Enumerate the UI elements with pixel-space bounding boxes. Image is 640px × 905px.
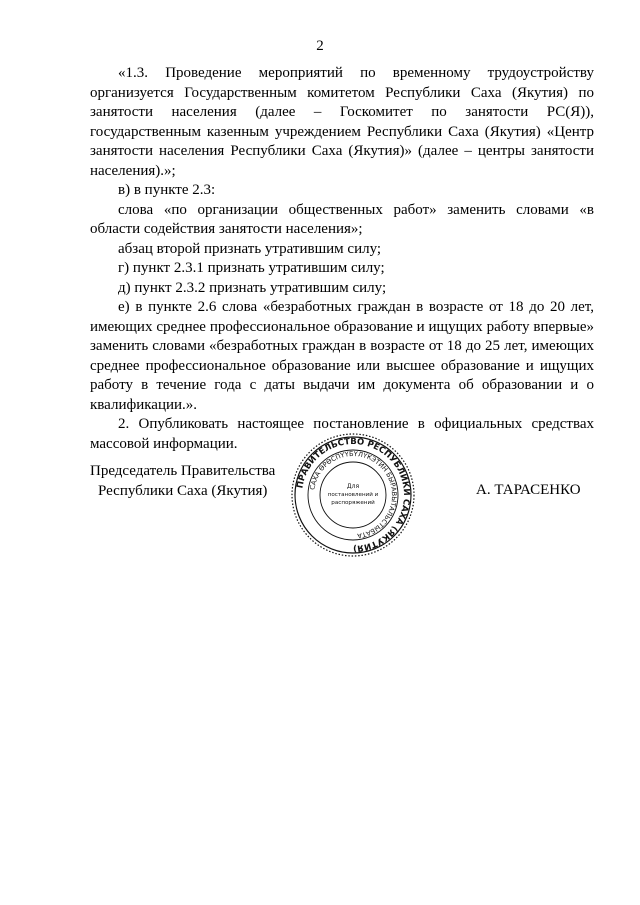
seal-outer-text: ПРАВИТЕЛЬСТВО РЕСПУБЛИКИ САХА (ЯКУТИЯ) [295,436,412,554]
seal-center-line1: Для [346,483,360,490]
signatory-name: А. ТАРАСЕНКО [476,482,581,498]
official-seal [290,432,416,558]
seal-graphic [290,432,416,558]
signatory-position-line2: Республики Саха (Якутия) [98,482,268,499]
paragraph-item-g: г) пункт 2.3.1 признать утратившим силу; [118,260,385,276]
paragraph-second-abzac: абзац второй признать утратившим силу; [118,240,382,257]
paragraph-clause-1-3: «1.3. Проведение мероприятий по временному трудоустройству организуется Государственным комитетом Республики Саха (Якутия) по занятости населения (далее – Госкомитет по занятости РС(Я)), государственным казенным учреждением Республики Саха (Якутия) «Центр занятости населения Республики Саха (Якутия)» (далее – центры занятости населения).»; [90,65,594,179]
paragraph-item-d: д) пункт 2.3.2 признать утратившим силу; [118,279,387,296]
paragraph-item-v: в) в пункте 2.3: [118,182,216,198]
seal-center-line2: постановлений и [327,492,379,498]
seal-center-line3: распоряжений [331,500,375,506]
signatory-position-line1: Председатель Правительства [90,463,276,479]
paragraph-publish: 2. Опубликовать настоящее постановление в официальных средствах массовой информации. [90,416,594,452]
page-number: 2 [316,38,324,54]
document-body [90,64,594,454]
signatory-position [90,462,275,501]
seal-inner-text: САХА ӨРӨСПҮҮБҮЛҮКЭТИН БЫРАВЫТАЛЬСТЫБАТА [308,449,399,540]
paragraph-words-replace: слова «по организации общественных работ» заменить словами «в области содействия занятости населения»; [90,201,594,237]
paragraph-item-e: е) в пункте 2.6 слова «безработных граждан в возрасте от 18 до 20 лет, имеющих среднее профессиональное образование и ищущих работу впервые» заменить словами «безработных граждан в возрасте от 18 до 25 лет, имеющих среднее профессиональное образование или высшее образование и ищущих работу в течение года с даты выдачи им документа об образовании и о квалификации.». [90,299,594,413]
